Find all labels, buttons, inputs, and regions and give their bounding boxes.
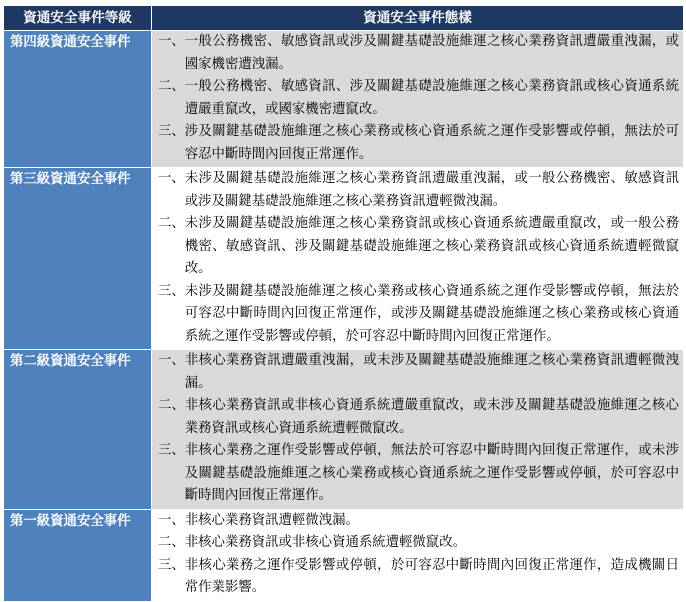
table-body (4, 31, 684, 602)
item-text: 非核心業務之運作受影響或停頓，無法於可容忍中斷時間內回復正常運作，或未涉及關鍵基礎設施維運之核心業務或核心資通系統之運作受影響或停頓，於可容忍中斷時間內回復正常運作。 (184, 443, 679, 503)
description-cell (152, 350, 684, 510)
table-row-level-4 (4, 31, 684, 168)
list-item (158, 510, 683, 533)
incident-level-table (3, 5, 684, 602)
item-number: 一、 (158, 512, 185, 528)
list-item (158, 395, 683, 440)
table-row-level-3 (4, 168, 684, 350)
item-number: 一、 (158, 34, 185, 49)
header-level: 資通安全事件等級 (4, 6, 152, 31)
item-text: 非核心業務之運作受影響或停頓，於可容忍中斷時間內回復正常運作，造成機關日常作業影響。 (184, 557, 679, 595)
item-number: 一、 (158, 171, 185, 186)
description-cell (152, 168, 684, 350)
item-number: 三、 (158, 283, 185, 299)
item-text: 未涉及關鍵基礎設施維運之核心業務資訊遭嚴重洩漏，或一般公務機密、敏感資訊或涉及關鍵基礎設施維運之核心業務資訊遭輕微洩漏。 (184, 171, 679, 209)
table-row-level-2 (4, 350, 684, 510)
list-item (158, 440, 683, 508)
description-cell (152, 31, 684, 168)
item-text: 非核心業務資訊遭輕微洩漏。 (184, 512, 359, 528)
list-item (158, 555, 683, 600)
level-label: 第三級資通安全事件 (4, 168, 152, 350)
list-item (158, 121, 683, 166)
list-item (158, 281, 683, 349)
item-text: 一般公務機密、敏感資訊或涉及關鍵基礎設施維運之核心業務資訊遭嚴重洩漏，或國家機密遭洩漏。 (184, 34, 679, 72)
item-number: 一、 (158, 353, 185, 368)
item-number: 二、 (158, 398, 185, 413)
level-label: 第一級資通安全事件 (4, 509, 152, 601)
list-item (158, 350, 683, 395)
header-description: 資通安全事件態樣 (152, 6, 684, 31)
header-row (4, 6, 684, 31)
list-item (158, 532, 683, 555)
list-item (158, 76, 683, 121)
item-number: 三、 (158, 124, 185, 139)
item-text: 未涉及關鍵基礎設施維運之核心業務資訊或核心資通系統遭嚴重竄改，或一般公務機密、敏感資訊、涉及關鍵基礎設施維運之核心業務資訊或核心資通系統遭輕微竄改。 (184, 216, 679, 276)
item-text: 非核心業務資訊或非核心資通系統遭嚴重竄改，或未涉及關鍵基礎設施維運之核心業務資訊或核心資通系統遭輕微竄改。 (184, 398, 679, 436)
level-label: 第二級資通安全事件 (4, 350, 152, 510)
table-header (4, 6, 684, 31)
item-text: 非核心業務資訊或非核心資通系統遭輕微竄改。 (184, 535, 466, 550)
level-label: 第四級資通安全事件 (4, 31, 152, 168)
item-text: 非核心業務資訊遭嚴重洩漏，或未涉及關鍵基礎設施維運之核心業務資訊遭輕微洩漏。 (184, 353, 679, 391)
description-cell (152, 509, 684, 601)
table-row-level-1 (4, 509, 684, 601)
item-number: 二、 (158, 216, 185, 231)
item-text: 一般公務機密、敏感資訊、涉及關鍵基礎設施維運之核心業務資訊或核心資通系統遭嚴重竄改，或國家機密遭竄改。 (184, 79, 679, 117)
item-number: 三、 (158, 443, 185, 458)
item-text: 涉及關鍵基礎設施維運之核心業務或核心資通系統之運作受影響或停頓，無法於可容忍中斷時間內回復正常運作。 (184, 124, 679, 162)
item-number: 二、 (158, 79, 185, 94)
item-number: 三、 (158, 557, 185, 573)
list-item (158, 31, 683, 76)
item-text: 未涉及關鍵基礎設施維運之核心業務或核心資通系統之運作受影響或停頓，無法於可容忍中斷時間內回復正常運作，或涉及關鍵基礎設施維運之核心業務或核心資通系統之運作受影響或停頓，於可容忍中斷時間內回復正常運作。 (184, 283, 679, 344)
item-number: 二、 (158, 535, 185, 550)
list-item (158, 168, 683, 213)
list-item (158, 213, 683, 281)
